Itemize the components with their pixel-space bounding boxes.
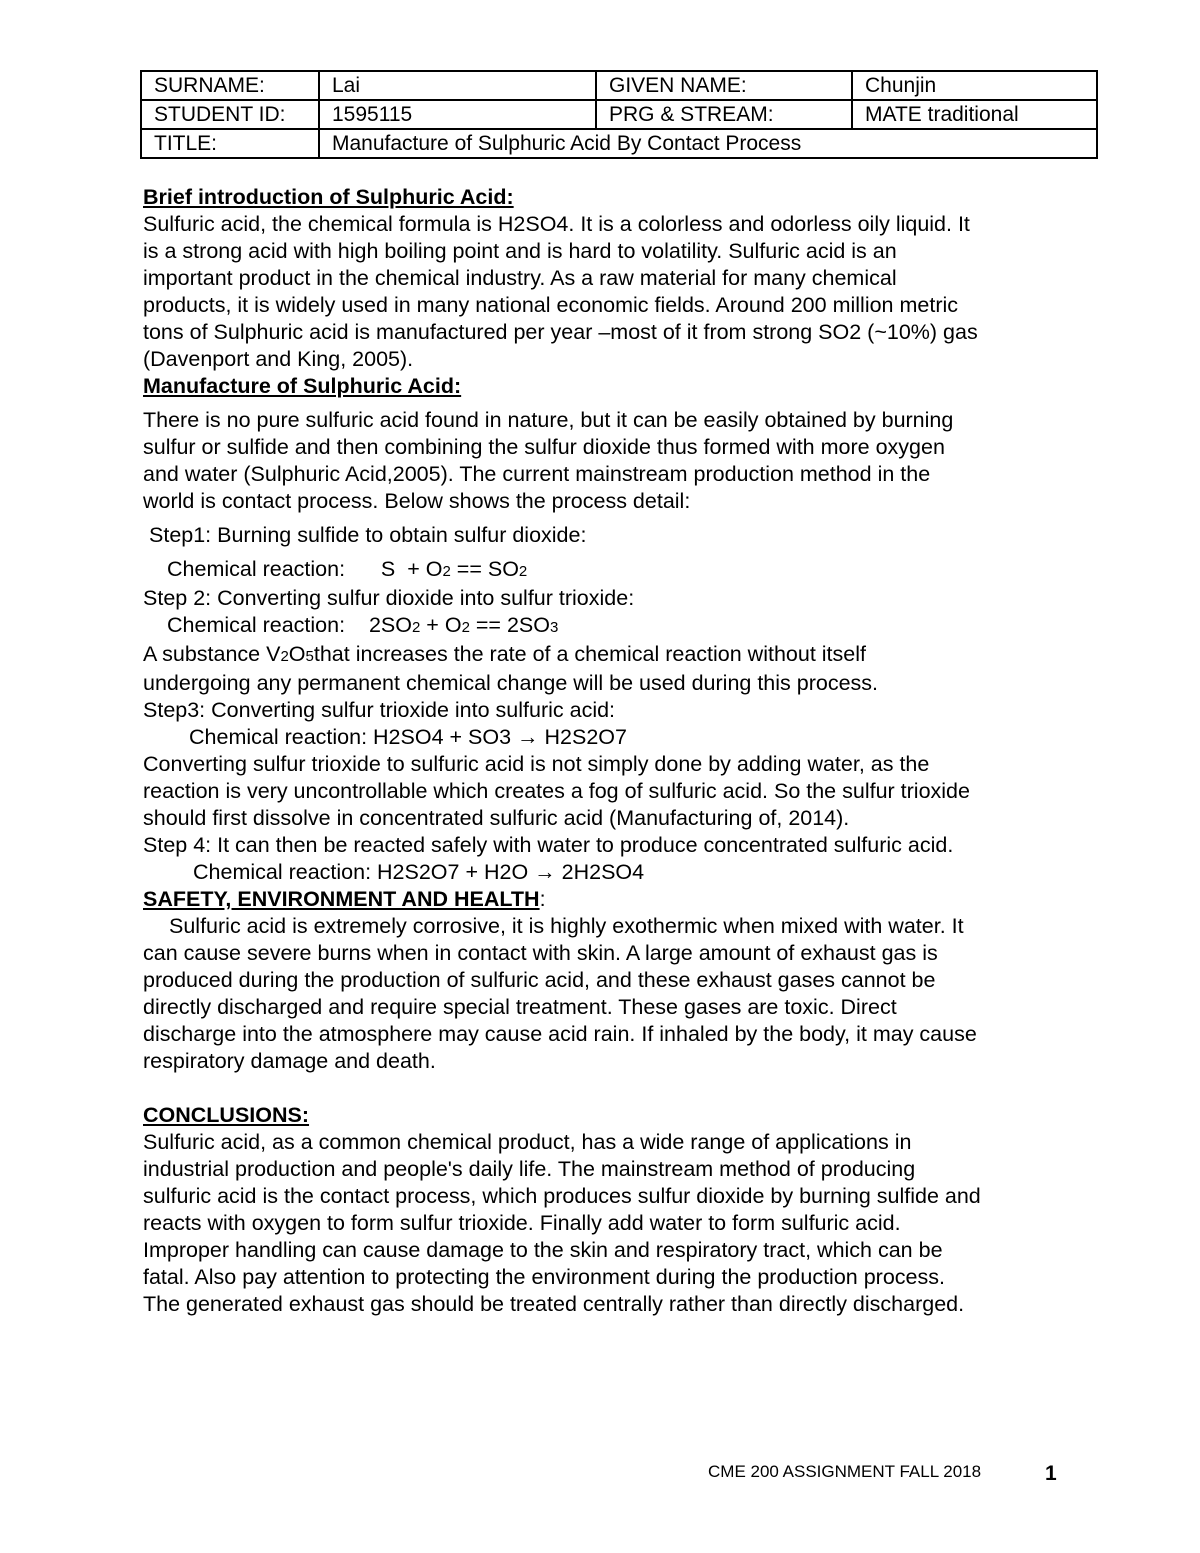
- safety-line: respiratory damage and death.: [143, 1049, 436, 1073]
- subscript: 2: [411, 619, 421, 636]
- surname-value: Lai: [319, 71, 596, 100]
- safety-line: Sulfuric acid is extremely corrosive, it is highly exothermic when mixed with water. It: [169, 914, 964, 938]
- document-body: [143, 184, 1083, 1318]
- conclusions-line: reacts with oxygen to form sulfur trioxide. Finally add water to form sulfuric acid.: [143, 1211, 901, 1235]
- intro-line: tons of Sulphuric acid is manufactured per year –most of it from strong SO2 (~10%) gas: [143, 320, 978, 344]
- info-row-name: [141, 71, 1097, 100]
- info-row-title: [141, 129, 1097, 158]
- catalyst-line: [143, 641, 1083, 670]
- student-info-table: [140, 70, 1098, 159]
- conclusions-line: The generated exhaust gas should be treated centrally rather than directly discharged.: [143, 1292, 965, 1316]
- student-id-label: STUDENT ID:: [141, 100, 319, 129]
- manufacture-line: There is no pure sulfuric acid found in nature, but it can be easily obtained by burning: [143, 408, 954, 432]
- program-value: MATE traditional: [852, 100, 1097, 129]
- given-name-label: GIVEN NAME:: [596, 71, 852, 100]
- intro-heading: Brief introduction of Sulphuric Acid:: [143, 185, 514, 209]
- manufacture-line: sulfur or sulfide and then combining the sulfur dioxide thus formed with more oxygen: [143, 435, 945, 459]
- step3-line: should first dissolve in concentrated sulfuric acid (Manufacturing of, 2014).: [143, 806, 850, 830]
- manufacture-heading: Manufacture of Sulphuric Acid:: [143, 374, 462, 398]
- intro-line: Sulfuric acid, the chemical formula is H2SO4. It is a colorless and odorless oily liquid. It: [143, 212, 970, 236]
- subscript: 2: [518, 563, 528, 580]
- student-id-value: 1595115: [319, 100, 596, 129]
- intro-line: (Davenport and King, 2005).: [143, 347, 414, 371]
- step4-text: Step 4: It can then be reacted safely with water to produce concentrated sulfuric acid.: [143, 833, 954, 857]
- title-value: Manufacture of Sulphuric Acid By Contact Process: [319, 129, 1097, 158]
- catalyst-post: that increases the rate of a chemical reaction without itself: [313, 642, 866, 666]
- safety-line: produced during the production of sulfuric acid, and these exhaust gases cannot be: [143, 968, 936, 992]
- conclusions-line: sulfuric acid is the contact process, which produces sulfur dioxide by burning sulfide and: [143, 1184, 981, 1208]
- safety-line: can cause severe burns when in contact with skin. A large amount of exhaust gas is: [143, 941, 938, 965]
- step1-text: Step1: Burning sulfide to obtain sulfur dioxide:: [149, 523, 587, 547]
- conclusions-line: Sulfuric acid, as a common chemical product, has a wide range of applications in: [143, 1130, 912, 1154]
- safety-heading-line: [143, 886, 1083, 913]
- step3-reaction: Chemical reaction: H2SO4 + SO3 → H2S2O7: [189, 725, 627, 749]
- title-label: TITLE:: [141, 129, 319, 158]
- conclusions-heading: CONCLUSIONS:: [143, 1103, 310, 1127]
- intro-line: is a strong acid with high boiling point and is hard to volatility. Sulfuric acid is an: [143, 239, 897, 263]
- reaction-label: Chemical reaction:: [167, 557, 346, 581]
- conclusions-line: Improper handling can cause damage to the skin and respiratory tract, which can be: [143, 1238, 943, 1262]
- conclusions-line: fatal. Also pay attention to protecting the environment during the production process.: [143, 1265, 945, 1289]
- step2-text: Step 2: Converting sulfur dioxide into sulfur trioxide:: [143, 586, 635, 610]
- page-footer: CME 200 ASSIGNMENT FALL 2018: [708, 1462, 982, 1481]
- subscript: 2: [280, 648, 289, 665]
- step4-reaction: Chemical reaction: H2S2O7 + H2O → 2H2SO4: [193, 860, 645, 884]
- manufacture-line: and water (Sulphuric Acid,2005). The current mainstream production method in the: [143, 462, 931, 486]
- step3-line: Converting sulfur trioxide to sulfuric acid is not simply done by adding water, as the: [143, 752, 930, 776]
- safety-heading: SAFETY, ENVIRONMENT AND HEALTH: [143, 887, 540, 911]
- step1-reaction: [143, 556, 1083, 585]
- info-row-id: [141, 100, 1097, 129]
- program-label: PRG & STREAM:: [596, 100, 852, 129]
- step3-line: reaction is very uncontrollable which creates a fog of sulfuric acid. So the sulfur trioxide: [143, 779, 970, 803]
- subscript: 5: [305, 648, 314, 665]
- subscript: 2: [461, 619, 470, 636]
- subscript: 2: [442, 563, 451, 580]
- reaction-label: Chemical reaction:: [167, 613, 346, 637]
- reaction-c: == 2SO: [469, 613, 550, 637]
- reaction-a: 2SO: [368, 613, 412, 637]
- safety-line: discharge into the atmosphere may cause acid rain. If inhaled by the body, it may cause: [143, 1022, 977, 1046]
- intro-line: important product in the chemical industry. As a raw material for many chemical: [143, 266, 897, 290]
- reaction-eq: == SO: [450, 557, 519, 581]
- reaction-s: S: [380, 557, 396, 581]
- subscript: 3: [550, 619, 559, 636]
- manufacture-line: world is contact process. Below shows the process detail:: [143, 489, 691, 513]
- page-number: 1: [1045, 1462, 1057, 1485]
- intro-line: products, it is widely used in many national economic fields. Around 200 million metric: [143, 293, 959, 317]
- safety-line: directly discharged and require special treatment. These gases are toxic. Direct: [143, 995, 897, 1019]
- catalyst-line-2: undergoing any permanent chemical change will be used during this process.: [143, 671, 879, 695]
- reaction-b: + O: [420, 613, 462, 637]
- step3-text: Step3: Converting sulfur trioxide into sulfuric acid:: [143, 698, 616, 722]
- reaction-plus-o: + O: [407, 557, 443, 581]
- surname-label: SURNAME:: [141, 71, 319, 100]
- catalyst-o: O: [288, 642, 306, 666]
- step2-reaction: [143, 612, 1083, 641]
- catalyst-pre: A substance V: [143, 642, 281, 666]
- given-name-value: Chunjin: [852, 71, 1097, 100]
- safety-heading-colon: :: [539, 887, 546, 911]
- conclusions-line: industrial production and people's daily life. The mainstream method of producing: [143, 1157, 916, 1181]
